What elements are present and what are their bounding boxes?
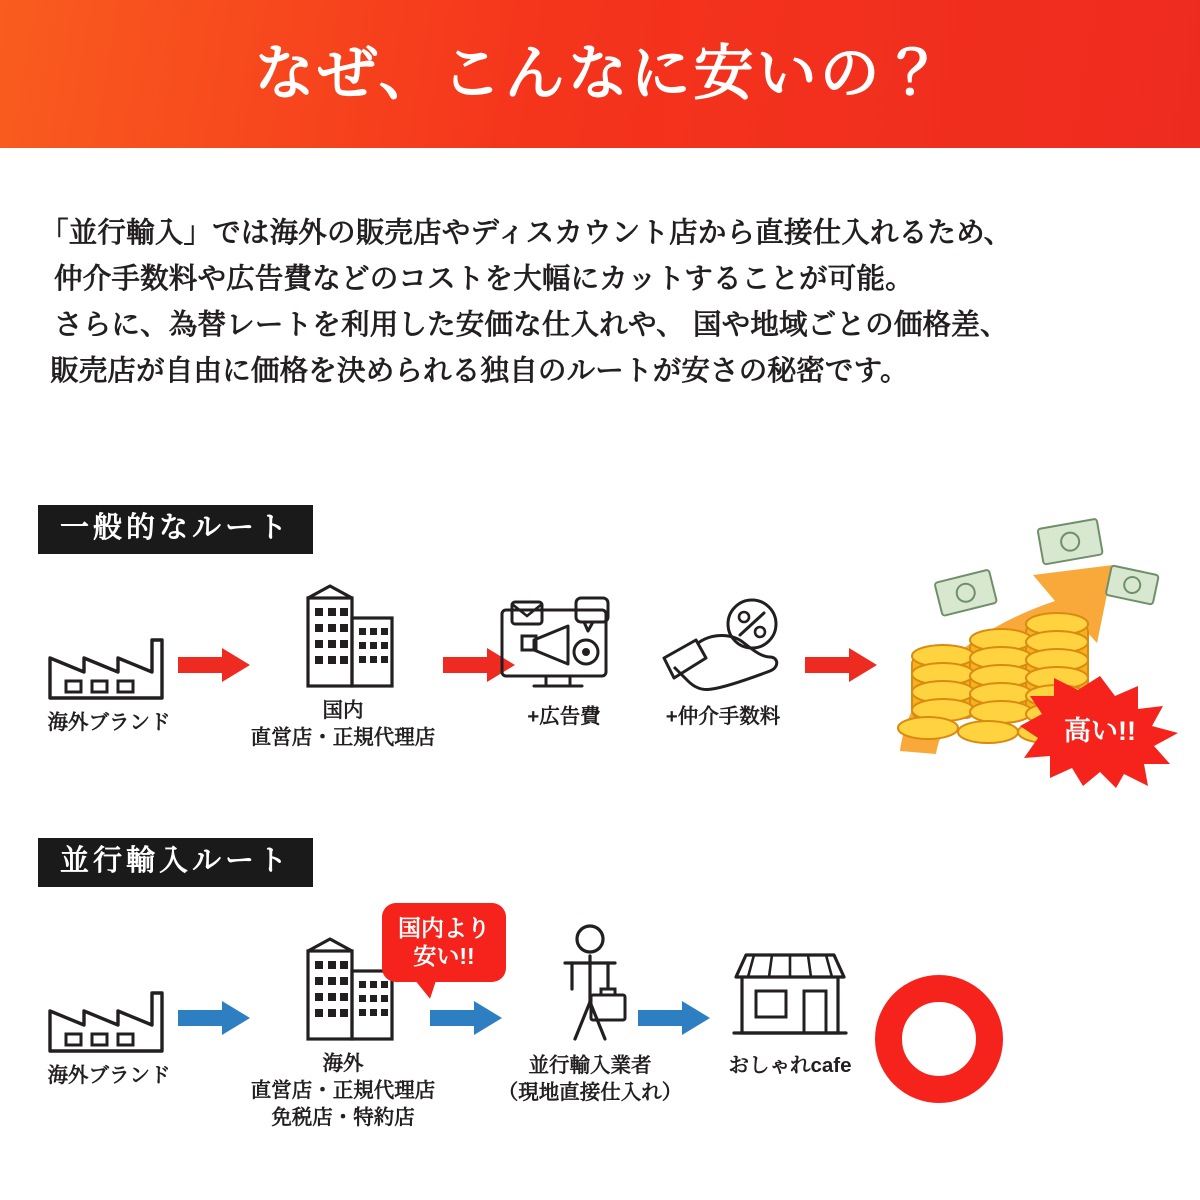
node-caption: 並行輸入業者 （現地直接仕入れ） xyxy=(497,1054,683,1105)
node-domestic-store xyxy=(228,584,458,751)
status-badge-high xyxy=(1020,676,1180,788)
node-caption: +広告費 xyxy=(527,705,601,728)
page-header xyxy=(0,0,1200,148)
node-caption: おしゃれcafe xyxy=(728,1054,852,1077)
node-caption: 国内 直営店・正規代理店 xyxy=(250,699,436,750)
node-broker-fee xyxy=(628,590,818,730)
node-caption: 海外ブランド xyxy=(47,1064,171,1087)
route-parallel-label: 並行輸入ルート xyxy=(38,838,313,887)
page-title: なぜ、こんなに安いの？ xyxy=(254,40,946,107)
node-caption: 海外 直営店・正規代理店 免税店・特約店 xyxy=(250,1052,436,1130)
node-caption: +仲介手数料 xyxy=(665,705,781,728)
buildings-icon xyxy=(228,584,458,688)
lead-line-1: 「並行輸入」では海外の販売店やディスカウント店から直接仕入れるため、 xyxy=(40,217,1013,249)
circle-mark-icon xyxy=(875,975,1003,1103)
callout-line-1: 国内より xyxy=(398,915,490,941)
route-standard-flow xyxy=(0,576,1200,826)
lead-line-4: 販売店が自由に価格を決められる独自のルートが安さの秘密です。 xyxy=(50,355,909,388)
node-ad-cost xyxy=(479,590,649,730)
status-badge-high-label: 高い!! xyxy=(1064,716,1136,747)
route-parallel-import xyxy=(0,838,1200,1159)
route-standard-label: 一般的なルート xyxy=(38,505,313,554)
hand-percent-icon xyxy=(628,590,818,694)
lead-paragraph xyxy=(0,210,1200,395)
route-standard xyxy=(0,505,1200,826)
lead-line-3: さらに、為替レートを利用した安価な仕入れや、 国や地域ごとの価格差、 xyxy=(54,309,1009,342)
advertising-icon xyxy=(479,590,649,694)
lead-line-2: 仲介手数料や広告費などのコストを大幅にカットすることが可能。 xyxy=(54,263,914,296)
arrow-red-3 xyxy=(805,648,877,682)
route-parallel-flow xyxy=(0,909,1200,1159)
callout-line-2: 安い!! xyxy=(413,943,475,970)
node-caption: 海外ブランド xyxy=(47,711,171,734)
